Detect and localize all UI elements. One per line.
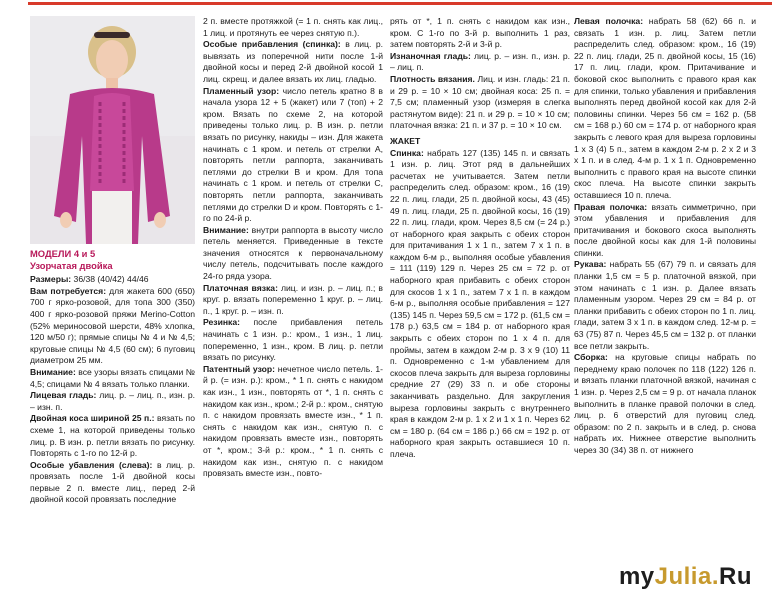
garter-label: Платочная вязка: [203,282,278,293]
front-stitch-paragraph [30,390,195,413]
watermark-julia: Julia [654,563,712,590]
assembly-paragraph [574,352,756,456]
col3-intro: рять от *, 1 п. снять с накидом как изн., кром. С 1-го по 3-й р. выполнить 1 раз, затем повторять 2-й и 3-й р. [390,16,570,50]
left-front-paragraph [574,16,756,202]
model-subtitle: Узорчатая двойка [30,259,113,271]
assembly-text: на круговые спицы набрать по переднему краю полочек по 118 (122) 126 п. и вязать планки платочной вязкой, начиная с 1 изн. р. Через 2,5 см = 9 р. от начала планок выполнить в планке правой полочки в след. лиц. р. 6 отверстий для пуговиц след. образом: по 2 п. закрыть и в след. р. снова набрать их. Нижнее отверстие выполнить через 30 (34) 38 п. от нижнего [574,352,756,455]
flame-paragraph [203,86,383,225]
attention2-label: Внимание: [203,224,249,235]
front-stitch-text: лиц. р. – лиц. п., изн. р. – изн. п. [30,390,195,412]
needed-text: для жакета 600 (650) 700 г ярко-розовой, для топа 300 (350) 400 г ярко-розовой пряжи Merino-Cotton (52% мериносовой шерсти, 48% хлопка, 120 м/50 г); прямые спицы № 4 и № 4,5; круговые спицы № 4,5 (60 см); 6 пуговиц диаметром 25 мм. [30,285,195,366]
column-1 [30,248,195,548]
column-3 [390,16,570,554]
right-front-paragraph [574,202,756,260]
watermark-dot: . [711,563,719,590]
increase-paragraph [203,39,383,85]
sizes-paragraph [30,274,195,286]
decrease-label: Особые убавления (слева): [30,459,153,470]
rib-label: Резинка: [203,317,240,328]
cable-label: Двойная коса шириной 25 п.: [30,413,155,424]
cable-paragraph [30,413,195,459]
woman-in-pink-knit-twinset-photo [30,16,195,244]
back-label: Спинка: [390,147,424,158]
purl-paragraph [390,51,570,74]
sleeve-text: набрать 55 (67) 79 п. и связать для планки 1,5 см = 5 р. платочной вязкой, при этом начинать с 1 изн. р. Далее вязать пламенным узором. Через 29 см = 84 р. от планки прибавить с обеих сторон по 1 п. лиц. глади, затем 3 х 1 п. в каждом след. 12-м р. = 63 (75) 87 п. Через 45,5 см = 132 р. от планки все петли закрыть. [574,259,756,351]
purl-text: лиц. р. – изн. п., изн. р. – лиц. п. [390,50,570,73]
left-front-text: набрать 58 (62) 66 п. и связать 1 изн. р. лиц. Затем петли распределить след. образом: кром., 16 (19) 22 п. лиц. глади, 25 п. двойной косы, 15 (16) 17 п. лиц. глади, кром. Притачивание и боковой скос выполнить с правого края как для спинки, только убавления и прибавления выполнять перед двойной косой как для 2-й половины спинки. Через 56 см = 162 р. (58 см = 168 р.) 60 см = 174 р. от наборного края закрыть с левого края для выреза горловины 1 х 3 (4) 5 п., затем в каждом 2-м р. 2 х 2 и 3 х 1 п. и в след. 4-м р. 1 х 1 п. Одновременно выполнить с правого края на высоте спинки скос плеча. На высоте спинки закрыть оставшиеся 10 п. плеча. [574,16,756,200]
density-label: Плотность вязания. [390,73,475,84]
sleeve-label: Рукава: [574,259,607,270]
patent-text: нечетное число петель. 1-й р. (= изн. р.): кром., * 1 п. снять с накидом как изн., 1 изн., повторять от *, 1 п. снять с накидом как изн., кром.; 2-й р.: кром., снятую п. с накидом провязать вместе изн., * 1 п. снять с накидом как изн., снятую п. с накидом провязать вместе изн., повторять от *, кром.; 3-й р.: кром., * 1 п. снять с накидом как изн., снятую п. с накидом провязать вместе изн., повто- [203,363,383,479]
attention-label: Внимание: [30,366,76,377]
attention-text: все узоры вязать спицами № 4,5; спицами № 4 вязать только планки. [30,366,195,389]
garter-paragraph [203,283,383,318]
top-accent-rule [28,2,772,5]
increase-text: в лиц. р. вывязать из поперечной нити после 1-й двойной косы и перед 2-й двойной косой 1 лиц. скрещ. и далее вязать их лиц. гладью. [203,39,383,84]
patent-label: Патентный узор: [203,363,276,374]
watermark-my: my [618,563,655,590]
model-title: МОДЕЛИ 4 и 5 [30,248,96,259]
left-front-label: Левая полочка: [574,16,644,26]
assembly-label: Сборка: [574,352,608,363]
increase-label: Особые прибавления (спинка): [203,39,341,50]
attention-paragraph [30,367,195,390]
right-front-label: Правая полочка: [574,201,648,212]
decrease-text: в лиц. р. провязать после 1-й двойной косы первые 2 п. вместе лиц., перед 2-й двойной косой провязать последние [30,459,195,505]
purl-label: Изнаночная гладь: [390,50,471,61]
column-2 [203,16,383,554]
back-paragraph [390,148,570,461]
col2-intro: 2 п. вместе протяжкой (= 1 п. снять как лиц., 1 лиц. и протянуть ее через снятую п.). [203,16,383,38]
garter-text: лиц. и изн. р. – лиц. п.; в круг. р. вязать попеременно 1 круг. р. – лиц. п., 1 круг. р. – изн. п. [203,282,383,316]
rib-paragraph [203,317,383,363]
sleeve-paragraph [574,259,756,352]
decrease-paragraph [30,460,195,506]
back-text: набрать 127 (135) 145 п. и связать 1 изн. р. лиц. Этот ряд в дальнейших расчетах не учитывается. Затем петли распределить след. образом: кром., 16 (19) 22 п. лиц. глади, 25 п. двойной косы, 43 (45) 49 п. лиц. глади, 25 п. двойной косы, 16 (19) 22 п. лиц. глади, кром. Через 8,5 см (= 24 р.) от наборного края закрыть с обеих сторон для притачивания 1 х 1 п., затем 7 х 1 п. в каждом 6-м р., выполняя особые убавления = 111 (119) 129 п. Через 25 см = 72 р. от наборного края прибавить с обеих сторон для скосов 1 х 1 п., затем 7 х 1 п. в каждом 6-м р., выполняя особые прибавления = 127 (135) 145 п. Через 59,5 см = 172 р. (61,5 см = 178 р.) 63,5 см = 184 р. от наборного края закрыть с обеих сторон по 1 х 4 п. для проймы, затем в каждом 2-м р. 3 х 9 (10) 11 п. Одновременно с 1-м убавлением для скосов плеча закрыть для выреза горловины средние 27 (29) 33 п. и обе стороны заканчивать раздельно. Для закругления выреза горловины закрыть с внутреннего края в каждом 2-м р. 1 х 2 и 1 х 1 п. Через 62 см = 180 р. (64 см = 186 р.) 66 см = 192 р. от наборного края закрыть оставшиеся 10 п. плеча. [390,147,570,459]
density-text: Лиц. и изн. гладь: 21 п. и 29 р. = 10 × 10 см; двойная коса: 25 п. = 7,5 см; пламенный узор (измеряя в слегка растянутом виде): 21 п. и 29 р. = 10 × 10 см; платочная вязка: 21 п. и 37 р. = 10 × 10 см. [390,73,570,131]
attention2-text: внутри раппорта в высоту число петель меняется. Приведенные в тексте значения относятся к первоначальному числу петель, подсчитывать после каждого 24-го ряда узора. [203,224,383,282]
flame-text: число петель кратно 8 в начала узора 12 + 5 (жакет) или 7 (топ) + 2 кром. Вязать по схеме 2, на которой приведены только лиц. р. В изн. р. петли вязать по рисунку, накиды – изн. Для жакета начинать с 1 кром. и петель от стрелки А, повторять петли раппорта, заканчивать петлями до стрелки В и кром. Для топа начинать с 1 кром. и петель от стрелки С, повторять петли раппорта, заканчивать петлями до стрелки D и кром. Повторять с 1-го по 24-й р. [203,85,383,224]
front-stitch-label: Лицевая гладь: [30,390,97,401]
sizes-text: 36/38 (40/42) 44/46 [71,274,149,285]
cable-text: вязать по схеме 1, на которой приведены только лиц. р. В изн. р. петли вязать по рисунку. Повторять с 1-го по 12-й р. [30,413,195,459]
model-photo [30,16,195,244]
patent-paragraph [203,364,383,480]
site-watermark [619,563,752,591]
column-4 [574,16,756,554]
right-front-text: вязать симметрично, при этом убавления и прибавления для притачивания и бокового скоса выполнять после двойной косы как для 1-й половины спинки. [574,201,756,258]
watermark-ru: Ru [719,563,752,590]
sizes-label: Размеры: [30,274,72,285]
flame-label: Пламенный узор: [203,85,280,96]
rib-text: после прибавления петель начинать с 1 изн. р.: кром., 1 изн., 1 лиц. попеременно, 1 изн., кром. В лиц. р. петли вязать по рисунку. [203,317,383,363]
needed-label: Вам потребуется: [30,285,107,296]
jacket-heading: ЖАКЕТ [390,135,421,146]
density-paragraph [390,74,570,132]
attention2-paragraph [203,225,383,283]
needed-paragraph [30,286,195,367]
